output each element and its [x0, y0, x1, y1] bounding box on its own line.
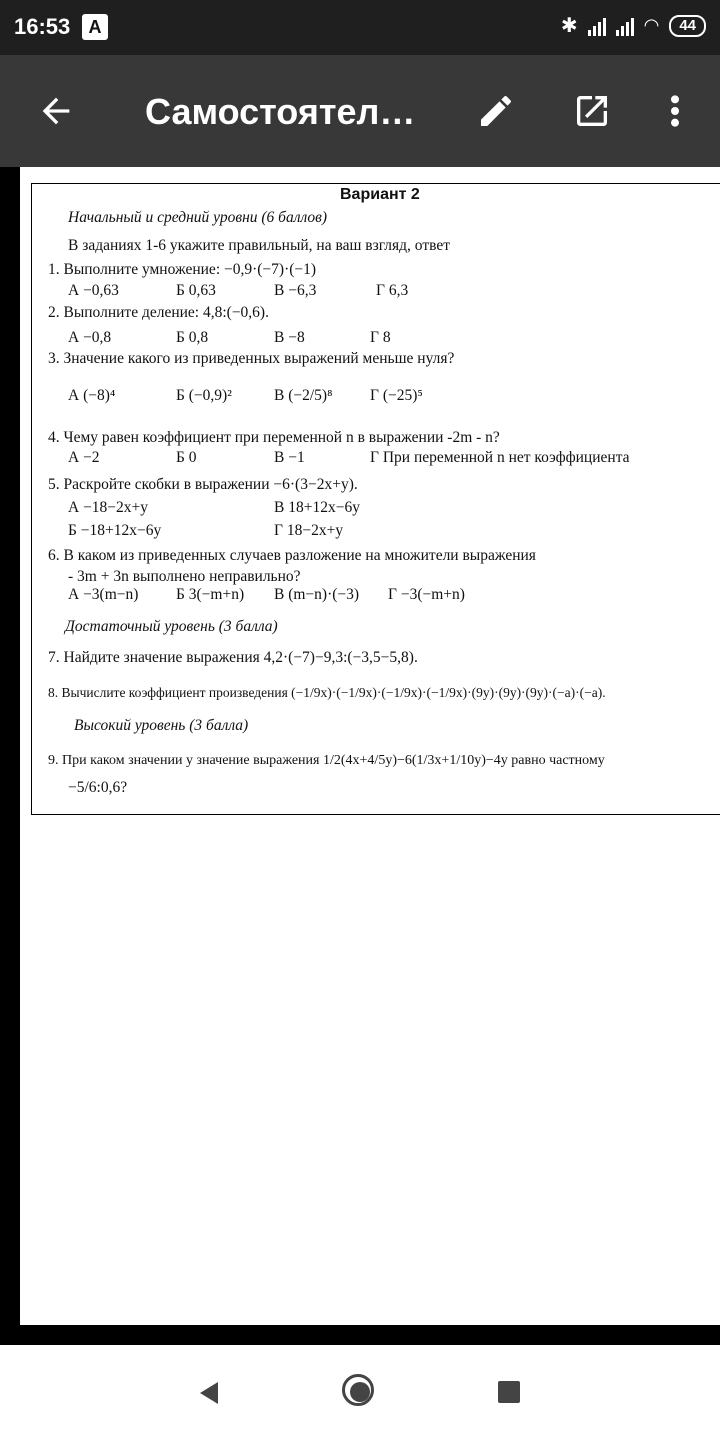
- q3-option-c: В (−2/5)⁸: [274, 387, 333, 404]
- q6-option-d: Г −3(−m+n): [388, 586, 465, 603]
- status-icons: [561, 13, 706, 38]
- q1-option-c: В −6,3: [274, 282, 317, 299]
- signal-icon: [588, 16, 606, 36]
- q3-option-b: Б (−0,9)²: [176, 387, 232, 404]
- level3-heading: Высокий уровень (3 балла): [74, 717, 249, 734]
- more-vert-icon[interactable]: [660, 91, 690, 131]
- app-notification-icon: A: [82, 14, 108, 40]
- q3-option-d: Г (−25)⁵: [370, 387, 423, 404]
- open-external-icon[interactable]: [572, 91, 612, 131]
- q2-option-a: А −0,8: [68, 329, 112, 346]
- q1-option-b: Б 0,63: [176, 282, 216, 299]
- q9-text-line2: −5/6:0,6?: [68, 779, 128, 796]
- q9-text-line1: 9. При каком значении y значение выражения 1/2(4x+4/5y)−6(1/3x+1/10y)−4y равно частному: [48, 753, 605, 768]
- q1-option-d: Г 6,3: [376, 282, 409, 299]
- variant-heading: Вариант 2: [340, 186, 420, 203]
- q1-option-a: А −0,63: [68, 282, 119, 299]
- nav-home-dot: [350, 1382, 370, 1402]
- bluetooth-icon: ✱: [560, 15, 578, 37]
- nav-recents-icon[interactable]: [498, 1381, 520, 1403]
- wifi-icon: ◠: [643, 15, 660, 35]
- q7-text: 7. Найдите значение выражения 4,2·(−7)−9,3:(−3,5−5,8).: [48, 649, 418, 666]
- intro-text: В заданиях 1-6 укажите правильный, на ваш взгляд, ответ: [68, 237, 450, 254]
- q5-option-a: А −18−2x+y: [68, 499, 149, 516]
- q6-option-c: В (m−n)·(−3): [274, 586, 360, 603]
- battery-icon: 44: [669, 15, 706, 37]
- q8-text: 8. Вычислите коэффициент произведения (−1/9x)·(−1/9x)·(−1/9x)·(−1/9x)·(9y)·(9y)·(9y)·(−a)·(−a).: [48, 685, 606, 700]
- edit-pencil-icon[interactable]: [476, 91, 516, 131]
- back-arrow-icon[interactable]: [36, 91, 76, 131]
- q2-option-c: В −8: [274, 329, 305, 346]
- status-time: 16:53: [14, 14, 71, 39]
- q5-option-c: В 18+12x−6y: [274, 499, 360, 516]
- q6-option-a: А −3(m−n): [68, 586, 139, 603]
- q4-text: 4. Чему равен коэффициент при переменной n в выражении -2m - n?: [48, 429, 500, 446]
- status-bar: [0, 0, 720, 55]
- q3-option-a: А (−8)⁴: [68, 387, 116, 404]
- document-title: Самостоятел…: [145, 91, 416, 132]
- q3-text: 3. Значение какого из приведенных выражений меньше нуля?: [48, 350, 455, 367]
- q5-option-d: Г 18−2x+y: [274, 522, 344, 539]
- q6-text-line1: 6. В каком из приведенных случаев разложение на множители выражения: [48, 547, 536, 564]
- q6-text-line2: - 3m + 3n выполнено неправильно?: [68, 568, 301, 585]
- app-bar: [0, 55, 720, 167]
- level2-heading: Достаточный уровень (3 балла): [65, 618, 278, 635]
- q4-option-d: Г При переменной n нет коэффициента: [370, 449, 630, 466]
- q5-option-b: Б −18+12x−6y: [68, 522, 162, 539]
- q1-text: 1. Выполните умножение: −0,9·(−7)·(−1): [48, 261, 317, 278]
- q4-option-a: А −2: [68, 449, 100, 466]
- q2-option-d: Г 8: [370, 329, 391, 346]
- level1-heading: Начальный и средний уровни (6 баллов): [68, 209, 328, 226]
- q2-option-b: Б 0,8: [176, 329, 209, 346]
- q6-option-b: Б 3(−m+n): [176, 586, 245, 603]
- nav-back-icon[interactable]: [196, 1380, 222, 1406]
- q4-option-c: В −1: [274, 449, 305, 466]
- q2-text: 2. Выполните деление: 4,8:(−0,6).: [48, 304, 269, 321]
- document-page[interactable]: [20, 167, 720, 1325]
- q5-text: 5. Раскройте скобки в выражении −6·(3−2x+y).: [48, 476, 358, 493]
- signal-icon: [616, 16, 634, 36]
- q4-option-b: Б 0: [176, 449, 197, 466]
